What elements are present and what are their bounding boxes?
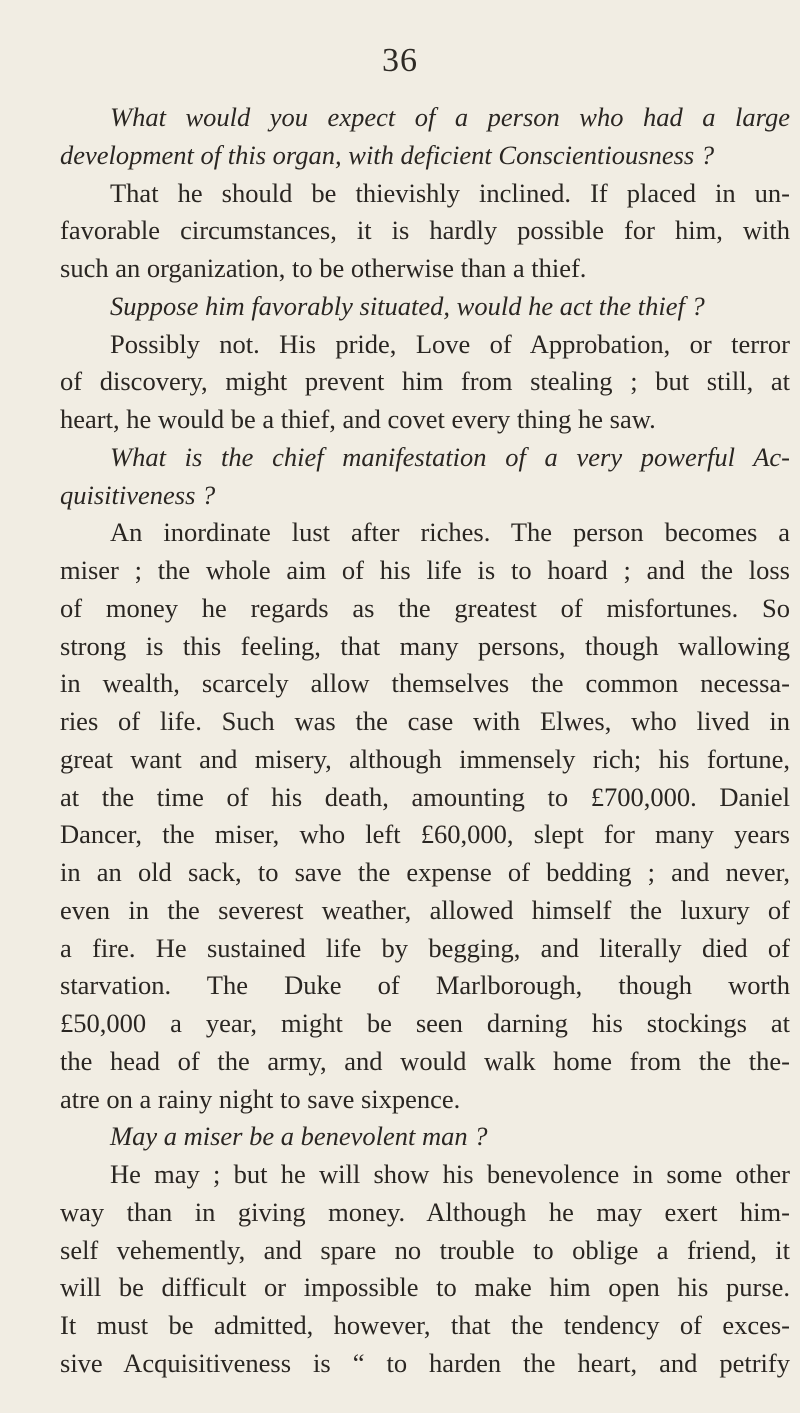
answer-line: even in the severest weather, allowed himself the luxury of	[60, 894, 790, 925]
page-number: 36	[382, 42, 418, 79]
answer-line: way than in giving money. Although he may exert him-	[60, 1196, 790, 1227]
answer-line: Possibly not. His pride, Love of Approbation, or terror	[110, 328, 790, 359]
answer-line: at the time of his death, amounting to £700,000. Daniel	[60, 781, 790, 812]
answer-line: favorable circumstances, it is hardly possible for him, with	[60, 215, 790, 246]
question-line: What is the chief manifestation of a very powerful Ac-	[110, 441, 790, 472]
answer-line: miser ; the whole aim of his life is to hoard ; and the loss	[60, 555, 790, 585]
answer-line: heart, he would be a thief, and covet every thing he saw.	[60, 404, 656, 434]
answer-line: of discovery, might prevent him from stealing ; but still, at	[60, 366, 790, 397]
question-line: quisitiveness ?	[60, 479, 216, 510]
answer-line: £50,000 a year, might be seen darning his stockings at	[60, 1008, 790, 1038]
question-line: Suppose him favorably situated, would he act the thief ?	[110, 290, 705, 321]
answer-line: atre on a rainy night to save sixpence.	[60, 1083, 461, 1114]
answer-line: will be difficult or impossible to make him open his purse.	[60, 1272, 790, 1303]
answer-line: That he should be thievishly inclined. If placed in un-	[110, 177, 790, 208]
answer-line: great want and misery, although immensely rich; his fortune,	[60, 743, 790, 774]
question-line: What would you expect of a person who had a large	[110, 102, 790, 132]
answer-line: starvation. The Duke of Marlborough, though worth	[60, 970, 790, 1001]
answer-line: An inordinate lust after riches. The person becomes a	[110, 517, 790, 548]
answer-line: in an old sack, to save the expense of bedding ; and never,	[60, 857, 790, 887]
answer-line: sive Acquisitiveness is “ to harden the heart, and petrify	[60, 1347, 790, 1378]
question-line: development of this organ, with deficient Conscientiousness ?	[60, 139, 715, 170]
answer-line: in wealth, scarcely allow themselves the common necessa-	[60, 668, 790, 699]
answer-line: a fire. He sustained life by begging, and literally died of	[60, 932, 790, 963]
answer-line: ries of life. Such was the case with Elwes, who lived in	[60, 706, 790, 736]
question-line: May a miser be a benevolent man ?	[110, 1121, 488, 1152]
answer-line: Dancer, the miser, who left £60,000, slept for many years	[60, 819, 790, 850]
answer-line: of money he regards as the greatest of misfortunes. So	[60, 592, 790, 623]
answer-line: He may ; but he will show his benevolence in some other	[110, 1159, 790, 1189]
answer-line: the head of the army, and would walk home from the the-	[60, 1045, 790, 1076]
answer-line: self vehemently, and spare no trouble to oblige a friend, it	[60, 1234, 790, 1265]
answer-line: strong is this feeling, that many persons, though wallowing	[60, 630, 790, 661]
answer-line: such an organization, to be otherwise than a thief.	[60, 253, 587, 283]
answer-line: It must be admitted, however, that the tendency of exces-	[60, 1310, 790, 1340]
